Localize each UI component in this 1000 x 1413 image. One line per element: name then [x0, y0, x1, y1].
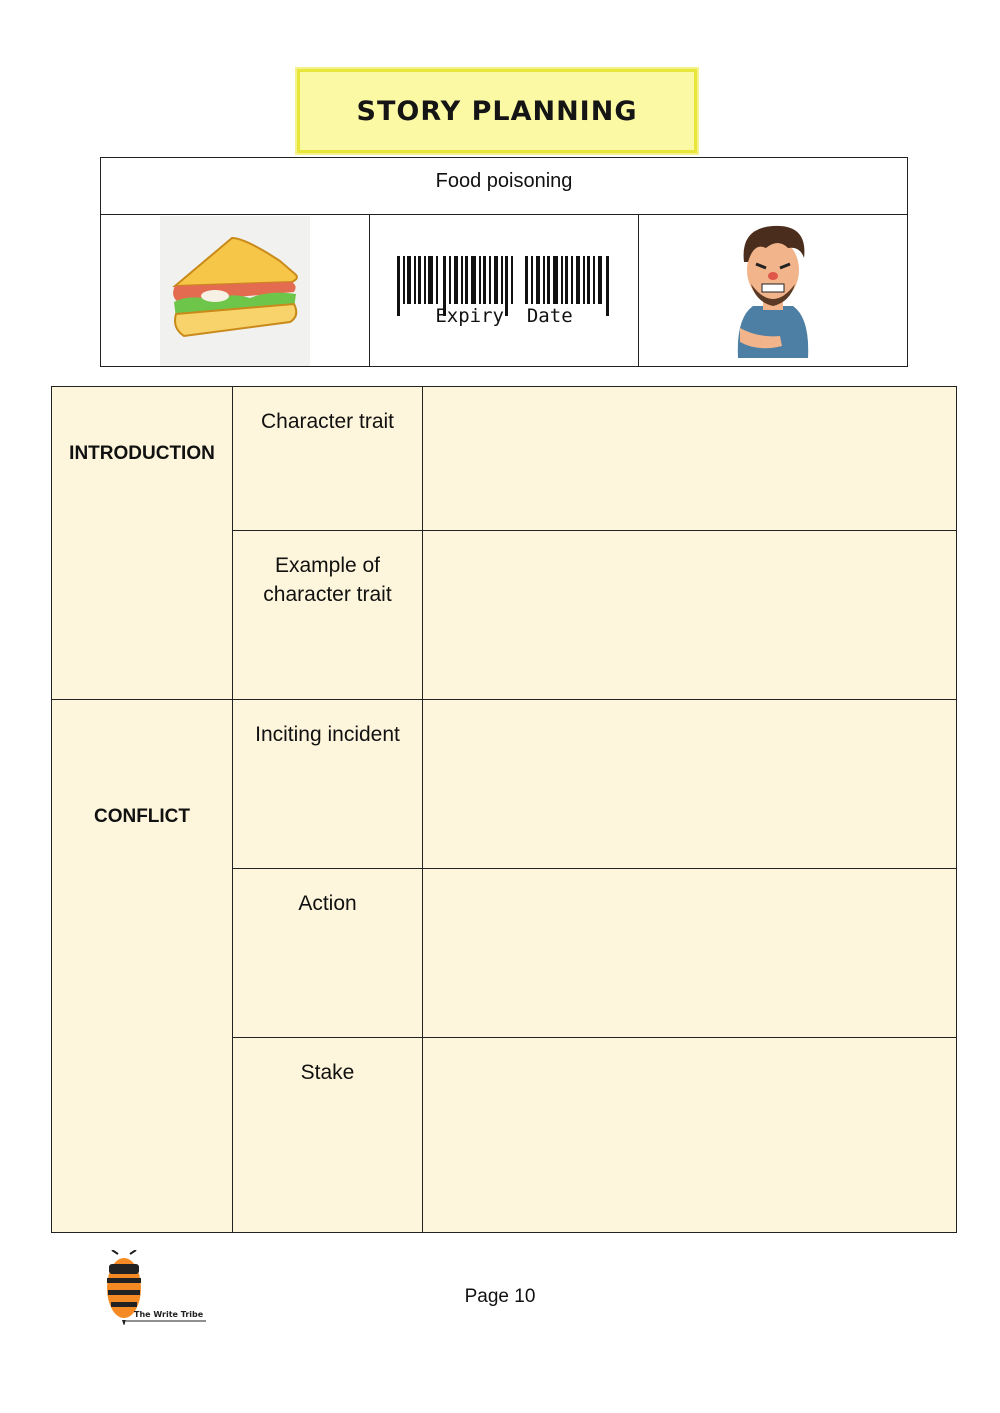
image-cell-sick-man: [639, 215, 907, 366]
inciting-incident-answer[interactable]: [423, 700, 957, 869]
story-plan-table: [51, 386, 957, 1233]
image-row: [101, 215, 907, 366]
barcode-icon: [397, 256, 612, 326]
logo-text: The Write Tribe: [134, 1310, 204, 1319]
introduction-section-cell: [52, 387, 233, 700]
topic-table: [100, 157, 908, 367]
row-label-cell: [233, 387, 423, 531]
table-row: [52, 700, 957, 869]
sandwich-icon: [160, 216, 310, 366]
introduction-label: INTRODUCTION: [69, 443, 215, 464]
image-cell-sandwich: [101, 215, 370, 366]
row-label-cell: [233, 531, 423, 700]
stake-label: Stake: [300, 1061, 355, 1084]
character-trait-answer[interactable]: [423, 387, 957, 531]
row-label-cell: [233, 869, 423, 1038]
topic-text: Food poisoning: [435, 170, 573, 192]
row-label-cell: [233, 700, 423, 869]
title-banner: [297, 69, 697, 153]
sick-man-icon: [718, 218, 828, 363]
barcode-text: Expiry Date: [434, 304, 573, 326]
row-label-cell: [233, 1038, 423, 1233]
page-number: Page 10: [464, 1286, 536, 1307]
example-trait-answer[interactable]: [423, 531, 957, 700]
action-answer[interactable]: [423, 869, 957, 1038]
stake-answer[interactable]: [423, 1038, 957, 1233]
conflict-label: CONFLICT: [93, 806, 191, 827]
page-title: STORY PLANNING: [356, 95, 638, 127]
conflict-section-cell: [52, 700, 233, 1233]
topic-row: [101, 158, 907, 215]
table-row: [52, 387, 957, 531]
inciting-incident-label: Inciting incident: [255, 723, 400, 746]
example-trait-label: Example of character trait: [263, 554, 392, 606]
character-trait-label: Character trait: [260, 410, 395, 433]
action-label: Action: [298, 892, 357, 915]
image-cell-barcode: [370, 215, 639, 366]
